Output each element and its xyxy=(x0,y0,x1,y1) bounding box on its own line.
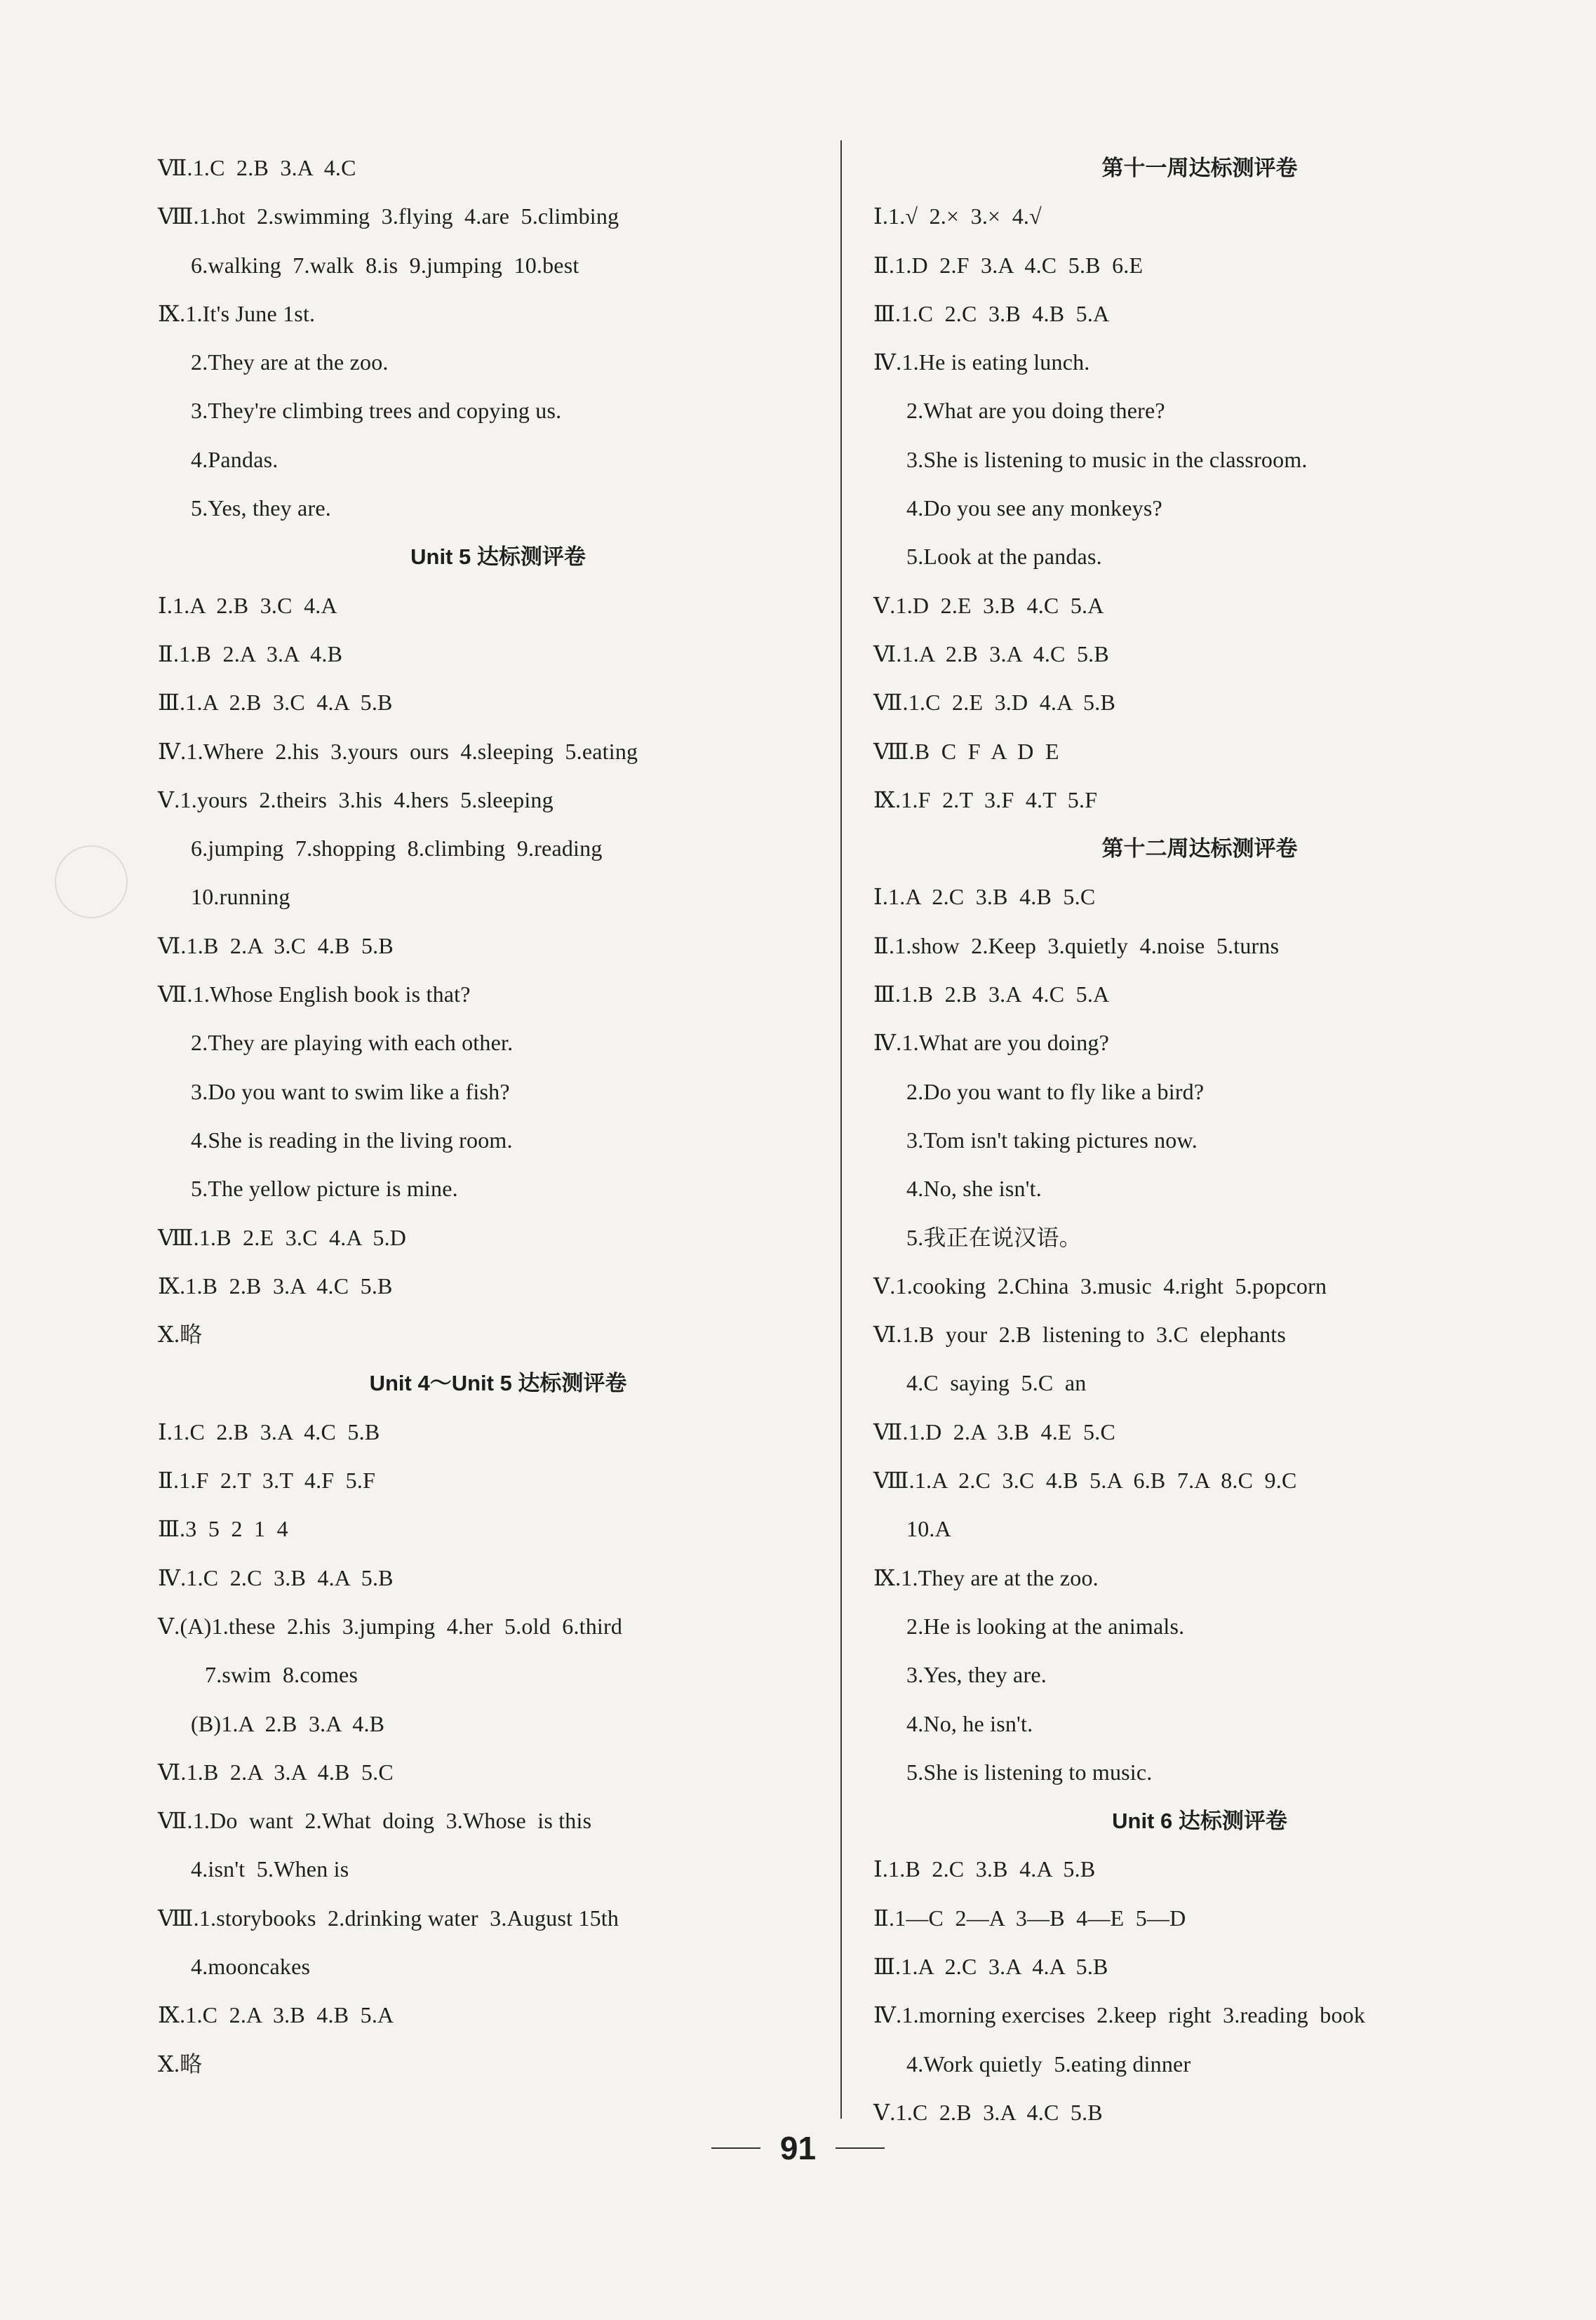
answer-line: Ⅷ.1.B 2.E 3.C 4.A 5.D xyxy=(158,1224,407,1250)
answer-line: Ⅵ.1.B 2.A 3.C 4.B 5.B xyxy=(158,932,394,958)
page-number: 91 xyxy=(779,2130,817,2166)
faint-stamp-mark xyxy=(44,835,138,928)
answer-line: Ⅸ.1.F 2.T 3.F 4.T 5.F xyxy=(873,786,1098,812)
answer-line: Ⅲ.3 5 2 1 4 xyxy=(158,1516,288,1542)
answer-line: 4.Work quietly 5.eating dinner xyxy=(906,2051,1191,2077)
right-column xyxy=(873,144,1526,2137)
answer-line: 4.isn't 5.When is xyxy=(191,1856,349,1882)
answer-line: 5.The yellow picture is mine. xyxy=(191,1176,458,1202)
footer-dash-left xyxy=(711,2147,760,2149)
answer-line: Ⅰ.1.A 2.B 3.C 4.A xyxy=(158,592,337,618)
answer-line: (B)1.A 2.B 3.A 4.B xyxy=(191,1710,385,1736)
answer-line: 10.running xyxy=(191,884,290,910)
answer-line: 4.mooncakes xyxy=(191,1953,311,1979)
answer-line: Ⅶ.1.C 2.B 3.A 4.C xyxy=(158,155,356,180)
answer-line: Ⅰ.1.C 2.B 3.A 4.C 5.B xyxy=(158,1419,380,1444)
answer-line: Ⅴ.(A)1.these 2.his 3.jumping 4.her 5.old 6.third xyxy=(158,1613,623,1639)
answer-line: 2.He is looking at the animals. xyxy=(906,1613,1185,1639)
answer-line: Ⅳ.1.What are you doing? xyxy=(873,1030,1110,1056)
answer-line: 3.She is listening to music in the classroom. xyxy=(906,446,1308,472)
answer-line: Ⅰ.1.B 2.C 3.B 4.A 5.B xyxy=(873,1856,1096,1882)
section-heading: Unit 5 达标测评卷 xyxy=(410,544,586,570)
answer-line: Ⅴ.1.D 2.E 3.B 4.C 5.A xyxy=(873,592,1104,618)
answer-line: Ⅰ.1.A 2.C 3.B 4.B 5.C xyxy=(873,884,1096,910)
answer-line: 2.They are at the zoo. xyxy=(191,349,389,375)
answer-line: Ⅶ.1.Do want 2.What doing 3.Whose is this xyxy=(158,1808,592,1834)
answer-line: Ⅴ.1.yours 2.theirs 3.his 4.hers 5.sleeping xyxy=(158,786,554,812)
answer-line: Ⅱ.1.F 2.T 3.T 4.F 5.F xyxy=(158,1468,376,1494)
answer-line: Ⅰ.1.√ 2.× 3.× 4.√ xyxy=(873,203,1042,229)
answer-line: 3.Yes, they are. xyxy=(906,1662,1047,1688)
answer-line: Ⅹ.略 xyxy=(158,1322,203,1348)
answer-line: Ⅹ.略 xyxy=(158,2051,203,2077)
answer-line: Ⅵ.1.A 2.B 3.A 4.C 5.B xyxy=(873,641,1109,666)
answer-line: 6.jumping 7.shopping 8.climbing 9.reading xyxy=(191,836,603,861)
answer-line: 4.Pandas. xyxy=(191,446,279,472)
answer-line: Ⅱ.1—C 2—A 3—B 4—E 5—D xyxy=(873,1905,1186,1931)
answer-line: 5.我正在说汉语。 xyxy=(906,1224,1082,1250)
answer-line: Ⅲ.1.A 2.B 3.C 4.A 5.B xyxy=(158,690,393,716)
answer-line: 3.Tom isn't taking pictures now. xyxy=(906,1127,1198,1153)
answer-line: Ⅵ.1.B your 2.B listening to 3.C elephants xyxy=(873,1322,1287,1348)
section-heading: Unit 4～Unit 5 达标测评卷 xyxy=(369,1371,627,1396)
answer-line: Ⅳ.1.C 2.C 3.B 4.A 5.B xyxy=(158,1564,394,1590)
answer-line: 7.swim 8.comes xyxy=(205,1662,358,1688)
answer-line: 3.Do you want to swim like a fish? xyxy=(191,1078,510,1104)
answer-line: Ⅶ.1.C 2.E 3.D 4.A 5.B xyxy=(873,690,1115,716)
answer-line: Ⅳ.1.He is eating lunch. xyxy=(873,349,1090,375)
section-heading: Unit 6 达标测评卷 xyxy=(1112,1809,1287,1834)
answer-line: 4.Do you see any monkeys? xyxy=(906,495,1162,521)
answer-line: Ⅱ.1.B 2.A 3.A 4.B xyxy=(158,641,343,666)
answer-line: 4.She is reading in the living room. xyxy=(191,1127,513,1153)
answer-line: 5.Yes, they are. xyxy=(191,495,331,521)
answer-line: Ⅸ.1.C 2.A 3.B 4.B 5.A xyxy=(158,2002,394,2028)
answer-line: 2.They are playing with each other. xyxy=(191,1030,514,1056)
section-heading: 第十一周达标测评卷 xyxy=(1101,156,1298,180)
answer-line: 10.A xyxy=(906,1516,951,1542)
answer-line: Ⅲ.1.B 2.B 3.A 4.C 5.A xyxy=(873,981,1110,1007)
answer-line: 5.Look at the pandas. xyxy=(906,544,1102,570)
answer-line: Ⅴ.1.C 2.B 3.A 4.C 5.B xyxy=(873,2099,1103,2125)
answer-line: Ⅸ.1.It's June 1st. xyxy=(158,300,316,326)
answer-line: Ⅵ.1.B 2.A 3.A 4.B 5.C xyxy=(158,1759,394,1785)
answer-line: Ⅷ.B C F A D E xyxy=(873,738,1059,764)
answer-line: Ⅲ.1.A 2.C 3.A 4.A 5.B xyxy=(873,1953,1108,1979)
answer-line: Ⅷ.1.hot 2.swimming 3.flying 4.are 5.climbing xyxy=(158,203,619,229)
page-footer xyxy=(0,2129,1596,2167)
answer-line: 5.She is listening to music. xyxy=(906,1759,1153,1785)
answer-line: 3.They're climbing trees and copying us. xyxy=(191,398,562,424)
answer-line: Ⅸ.1.B 2.B 3.A 4.C 5.B xyxy=(158,1273,393,1299)
answer-line: Ⅲ.1.C 2.C 3.B 4.B 5.A xyxy=(873,300,1110,326)
answer-line: Ⅷ.1.storybooks 2.drinking water 3.August 15th xyxy=(158,1905,619,1931)
answer-line: 2.What are you doing there? xyxy=(906,398,1165,424)
answer-line: Ⅴ.1.cooking 2.China 3.music 4.right 5.popcorn xyxy=(873,1273,1327,1299)
left-column xyxy=(158,144,810,2088)
answer-line: Ⅱ.1.show 2.Keep 3.quietly 4.noise 5.turns xyxy=(873,932,1280,958)
answer-line: 4.No, he isn't. xyxy=(906,1710,1033,1736)
answer-line: Ⅸ.1.They are at the zoo. xyxy=(873,1564,1099,1590)
answer-line: Ⅳ.1.morning exercises 2.keep right 3.reading book xyxy=(873,2002,1366,2028)
answer-line: Ⅳ.1.Where 2.his 3.yours ours 4.sleeping 5.eating xyxy=(158,738,638,764)
answer-line: Ⅷ.1.A 2.C 3.C 4.B 5.A 6.B 7.A 8.C 9.C xyxy=(873,1468,1297,1494)
column-divider xyxy=(840,140,842,2119)
answer-line: 4.C saying 5.C an xyxy=(906,1370,1087,1396)
answer-line: Ⅱ.1.D 2.F 3.A 4.C 5.B 6.E xyxy=(873,252,1144,278)
answer-line: 2.Do you want to fly like a bird? xyxy=(906,1078,1205,1104)
footer-dash-right xyxy=(836,2147,885,2149)
answer-line: Ⅶ.1.Whose English book is that? xyxy=(158,981,471,1007)
answer-line: 4.No, she isn't. xyxy=(906,1176,1042,1202)
section-heading: 第十二周达标测评卷 xyxy=(1101,836,1298,861)
answer-line: 6.walking 7.walk 8.is 9.jumping 10.best xyxy=(191,252,579,278)
answer-line: Ⅶ.1.D 2.A 3.B 4.E 5.C xyxy=(873,1419,1115,1444)
